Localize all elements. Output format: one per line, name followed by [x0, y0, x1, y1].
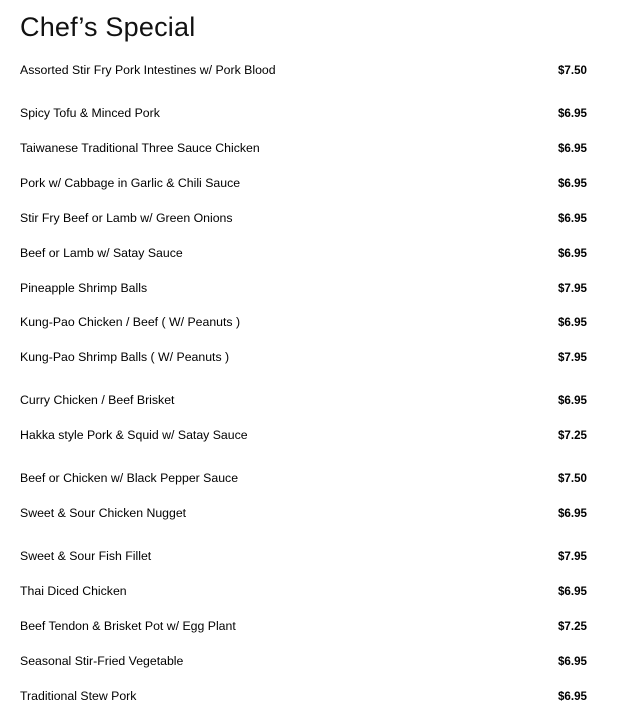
- menu-item-price: $6.95: [545, 177, 605, 191]
- menu-item-name: Spicy Tofu & Minced Pork: [20, 106, 545, 121]
- list-item: [20, 584, 605, 599]
- list-item: [20, 141, 605, 156]
- menu-item-price: $6.95: [545, 585, 605, 599]
- menu-item-name: Beef or Chicken w/ Black Pepper Sauce: [20, 471, 545, 486]
- menu-item-price: $7.25: [545, 429, 605, 443]
- menu-item-name: Assorted Stir Fry Pork Intestines w/ Pork Blood: [20, 63, 545, 78]
- list-item: [20, 549, 605, 564]
- menu-item-name: Pineapple Shrimp Balls: [20, 281, 545, 296]
- list-item: [20, 106, 605, 121]
- menu-item-name: Pork w/ Cabbage in Garlic & Chili Sauce: [20, 176, 545, 191]
- list-item: [20, 506, 605, 521]
- list-item: [20, 350, 605, 365]
- menu-item-price: $7.95: [545, 282, 605, 296]
- list-item: [20, 176, 605, 191]
- list-item: [20, 654, 605, 669]
- list-item: [20, 689, 605, 703]
- list-item: [20, 393, 605, 408]
- menu-item-price: $6.95: [545, 655, 605, 669]
- menu-item-price: $6.95: [545, 212, 605, 226]
- menu-item-price: $6.95: [545, 394, 605, 408]
- menu-item-price: $6.95: [545, 316, 605, 330]
- list-item: [20, 619, 605, 634]
- menu-item-price: $7.25: [545, 620, 605, 634]
- menu-item-name: Stir Fry Beef or Lamb w/ Green Onions: [20, 211, 545, 226]
- menu-item-name: Hakka style Pork & Squid w/ Satay Sauce: [20, 428, 545, 443]
- menu-item-name: Taiwanese Traditional Three Sauce Chicken: [20, 141, 545, 156]
- menu-item-name: Traditional Stew Pork: [20, 689, 545, 703]
- menu-item-price: $7.50: [545, 472, 605, 486]
- menu-item-price: $7.50: [545, 64, 605, 78]
- menu-item-name: Thai Diced Chicken: [20, 584, 545, 599]
- menu-item-price: $7.95: [545, 550, 605, 564]
- menu-item-price: $6.95: [545, 690, 605, 703]
- menu-item-name: Curry Chicken / Beef Brisket: [20, 393, 545, 408]
- menu-item-price: $6.95: [545, 507, 605, 521]
- menu-item-name: Kung-Pao Chicken / Beef ( W/ Peanuts ): [20, 315, 545, 330]
- list-item: [20, 471, 605, 486]
- menu-item-name: Beef or Lamb w/ Satay Sauce: [20, 246, 545, 261]
- menu-item-price: $6.95: [545, 142, 605, 156]
- menu-item-name: Kung-Pao Shrimp Balls ( W/ Peanuts ): [20, 350, 545, 365]
- menu-item-name: Sweet & Sour Fish Fillet: [20, 549, 545, 564]
- menu-item-list: [20, 63, 605, 703]
- list-item: [20, 315, 605, 330]
- list-item: [20, 428, 605, 443]
- menu-item-name: Beef Tendon & Brisket Pot w/ Egg Plant: [20, 619, 545, 634]
- menu-item-price: $6.95: [545, 247, 605, 261]
- menu-item-name: Sweet & Sour Chicken Nugget: [20, 506, 545, 521]
- menu-item-price: $7.95: [545, 351, 605, 365]
- list-item: [20, 211, 605, 226]
- menu-item-name: Seasonal Stir-Fried Vegetable: [20, 654, 545, 669]
- list-item: [20, 63, 605, 78]
- page-title: Chef’s Special: [20, 0, 605, 49]
- menu-item-price: $6.95: [545, 107, 605, 121]
- list-item: [20, 246, 605, 261]
- list-item: [20, 281, 605, 296]
